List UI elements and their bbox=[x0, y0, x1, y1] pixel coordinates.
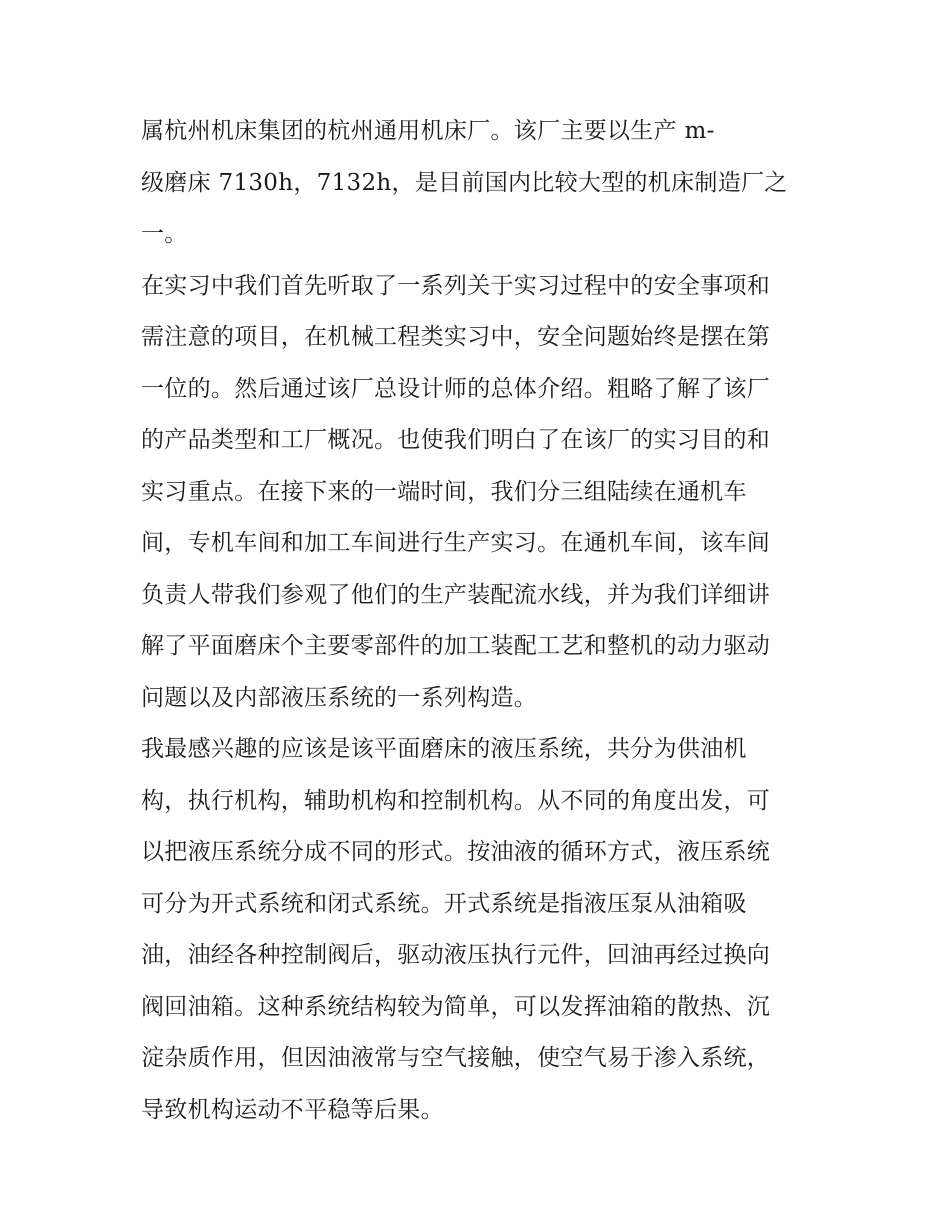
paragraph-2 bbox=[141, 261, 821, 725]
text-line: 一。 bbox=[141, 221, 188, 247]
text-line: 属杭州机床集团的杭州通用机床厂。该厂主要以生产 m- bbox=[141, 118, 715, 144]
text-line: 解了平面磨床个主要零部件的加工装配工艺和整机的动力驱动 bbox=[141, 633, 771, 659]
text-line: 问题以及内部液压系统的一系列构造。 bbox=[141, 684, 538, 711]
text-line: 油，油经各种控制阀后，驱动液压执行元件，回油再经过换向 bbox=[141, 942, 771, 968]
text-line: 阀回油箱。这种系统结构较为简单，可以发挥油箱的散热、沉 bbox=[141, 993, 771, 1020]
text-line: 需注意的项目，在机械工程类实习中，安全问题始终是摆在第 bbox=[141, 324, 771, 350]
text-line: 负责人带我们参观了他们的生产装配流水线，并为我们详细讲 bbox=[141, 581, 771, 608]
text-line: 实习重点。在接下来的一端时间，我们分三组陆续在通机车 bbox=[141, 478, 747, 505]
text-line: 的产品类型和工厂概况。也使我们明白了在该厂的实习目的和 bbox=[141, 427, 771, 453]
text-line: 淀杂质作用，但因油液常与空气接触，使空气易于渗入系统， bbox=[141, 1045, 771, 1071]
text-line: 一位的。然后通过该厂总设计师的总体介绍。粗略了解了该厂 bbox=[141, 375, 771, 402]
text-line: 构，执行机构，辅助机构和控制机构。从不同的角度出发，可 bbox=[141, 787, 771, 814]
paragraph-3 bbox=[141, 724, 821, 1136]
text-line: 导致机构运动不平稳等后果。 bbox=[141, 1096, 444, 1123]
document-body bbox=[141, 106, 821, 1136]
text-line: 间，专机车间和加工车间进行生产实习。在通机车间，该车间 bbox=[141, 530, 771, 556]
text-line: 可分为开式系统和闭式系统。开式系统是指液压泵从油箱吸 bbox=[141, 890, 747, 917]
text-line: 我最感兴趣的应该是该平面磨床的液压系统，共分为供油机 bbox=[141, 736, 747, 762]
text-line: 以把液压系统分成不同的形式。按油液的循环方式，液压系统 bbox=[141, 839, 771, 865]
paragraph-1 bbox=[141, 106, 821, 261]
text-line: 在实习中我们首先听取了一系列关于实习过程中的安全事项和 bbox=[141, 272, 771, 299]
text-line: 级磨床 7130h，7132h，是目前国内比较大型的机床制造厂之 bbox=[141, 169, 788, 196]
